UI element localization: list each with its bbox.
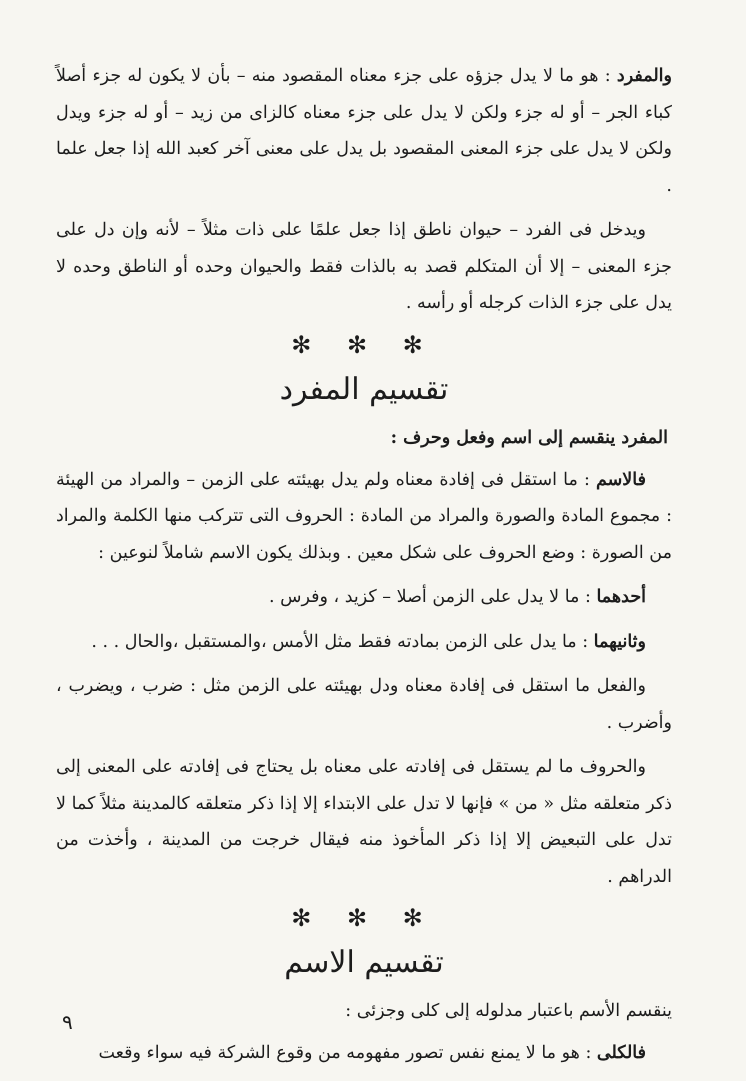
paragraph-first-type bbox=[56, 579, 672, 616]
paragraph-mufrad bbox=[56, 58, 672, 204]
term-label: فالكلى bbox=[596, 1043, 646, 1063]
paragraph-second-type bbox=[56, 624, 672, 661]
paragraph-text: : هو ما لا يمنع نفس تصور مفهومه من وقوع الشركة فيه سواء وقعت bbox=[98, 1043, 597, 1063]
paragraph-text: : ما لا يدل على الزمن أصلا – كزيد ، وفرس . bbox=[268, 587, 597, 607]
page-body bbox=[56, 58, 672, 1080]
paragraph-fiil bbox=[56, 668, 672, 741]
paragraph-text: والفعل ما استقل فى إفادة معناه ودل بهيئته على الزمن مثل : ضرب ، ويضرب ، وأضرب . bbox=[56, 676, 672, 733]
paragraph-text: والحروف ما لم يستقل فى إفادته على معناه بل يحتاج فى إفادته على المعنى إلى ذكر متعلقه مثل « من » فإنها لا تدل على الابتداء إلا إذا ذكر متعلقه كالمدينة مثلاً كما لا تدل على التبعيض إلا إذا ذكر المأخوذ منه فيقال خرجت من المدينة ، وأخذت من الدراهم . bbox=[56, 757, 672, 887]
paragraph-text: : ما يدل على الزمن بمادته فقط مثل الأمس ،والمستقبل ،والحال . . . bbox=[91, 631, 594, 652]
section-separator: ✻ ✻ ✻ bbox=[291, 330, 437, 359]
intro-line-mufrad: المفرد ينقسم إلى اسم وفعل وحرف : bbox=[390, 427, 668, 448]
paragraph-haywan bbox=[56, 212, 672, 322]
term-label: والمفرد bbox=[616, 66, 672, 86]
paragraph-huruf bbox=[56, 749, 672, 895]
section-heading-mufrad: تقسيم المفرد bbox=[279, 371, 449, 407]
term-label: وثانيهما bbox=[593, 631, 646, 652]
paragraph-text: ويدخل فى الفرد – حيوان ناطق إذا جعل علمًا على ذات مثلاً – لأنه وإن دل على جزء المعنى – إلا أن المتكلم قصد به بالذات فقط والحيوان وحده أو الناطق وحده لا يدل على جزء الذات كرجله أو رأسه . bbox=[56, 220, 672, 313]
section-heading-ism: تقسيم الاسم bbox=[284, 945, 444, 980]
page-number: ٩ bbox=[62, 1010, 73, 1034]
intro-line-ism: ينقسم الأسم باعتبار مدلوله إلى كلى وجزئى : bbox=[345, 1001, 672, 1021]
section-separator: ✻ ✻ ✻ bbox=[291, 904, 437, 932]
paragraph-kulli bbox=[56, 1035, 672, 1072]
paragraph-text: : ما استقل فى إفادة معناه ولم يدل بهيئته على الزمن – والمراد من الهيئة : مجموع المادة والصورة والمراد من المادة : الحروف التى تتركب منها الكلمة والمراد من الصورة : وضع الحروف على شكل معين . وبذلك يكون الاسم شاملاً لنوعين : bbox=[56, 469, 672, 563]
paragraph-ism bbox=[56, 462, 672, 572]
term-label: أحدهما bbox=[596, 587, 646, 607]
term-label: فالاسم bbox=[596, 469, 646, 490]
paragraph-text: : هو ما لا يدل جزؤه على جزء معناه المقصود منه – بأن لا يكون له جزء أصلاً كباء الجر – أو له جزء ولكن لا يدل على جزء معناه كالزاى من زيد – أو له جزء ويدل ولكن لا يدل على جزء المعنى المقصود بل يدل على معنى آخر كعبد الله إذا جعل علما . bbox=[56, 66, 672, 196]
